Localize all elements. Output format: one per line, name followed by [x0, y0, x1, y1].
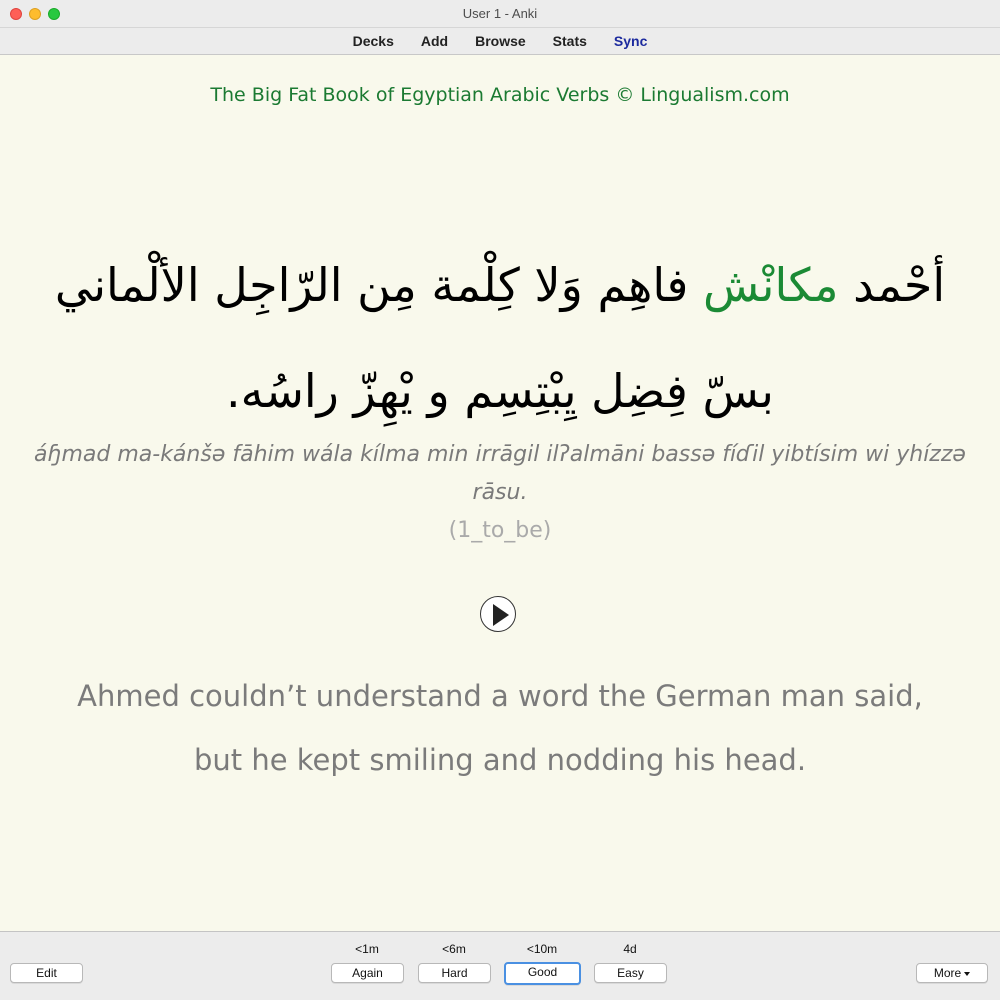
- toolbar-browse-link[interactable]: Browse: [475, 33, 526, 49]
- hard-button[interactable]: Hard: [418, 963, 491, 983]
- translation-line-2: but he kept smiling and nodding his head.: [193, 743, 807, 777]
- hard-interval: <6m: [442, 942, 466, 956]
- main-toolbar: [0, 28, 1000, 55]
- easy-button[interactable]: Easy: [594, 963, 667, 983]
- again-interval: <1m: [355, 942, 379, 956]
- chevron-down-icon: [964, 972, 970, 976]
- card-review-area: [0, 56, 1000, 931]
- window-title: User 1 - Anki: [462, 6, 538, 21]
- play-icon: [493, 604, 509, 626]
- title-bar[interactable]: [0, 0, 1000, 28]
- edit-button[interactable]: Edit: [10, 963, 83, 983]
- toolbar-stats-link[interactable]: Stats: [552, 33, 587, 49]
- transliteration: áɧmad ma-kánšə fāhim wála kílma min irrāgil ilʔalmāni bassə fíɗil yibtísim wi yhízzə rāsu.: [34, 442, 966, 505]
- more-label: More: [933, 966, 962, 980]
- card-tag: (1_to_be): [448, 518, 552, 543]
- arabic-text-end: فاهِم وَلا كِلْمة مِن الرّاجِل الألْماني بسّ فِضِل يِبْتِسِم و يْهِزّ راسُه.: [54, 258, 774, 418]
- translation-line-1: Ahmed couldn’t understand a word the German man said,: [77, 679, 923, 713]
- toolbar-decks-link[interactable]: Decks: [352, 33, 394, 49]
- easy-interval: 4d: [623, 942, 637, 956]
- good-button[interactable]: Good: [504, 962, 581, 985]
- arabic-text-start: أحْمد: [838, 258, 946, 312]
- again-button[interactable]: Again: [331, 963, 404, 983]
- deck-header: The Big Fat Book of Egyptian Arabic Verbs © Lingualism.com: [210, 84, 790, 106]
- toolbar-add-link[interactable]: Add: [420, 33, 449, 49]
- more-button[interactable]: [916, 963, 988, 983]
- play-audio-button[interactable]: [480, 596, 516, 632]
- arabic-sentence: [40, 232, 960, 444]
- english-translation: [20, 664, 980, 792]
- arabic-highlighted-word: مكانْش: [703, 258, 839, 312]
- good-interval: <10m: [526, 942, 558, 956]
- answer-bar: [0, 931, 1000, 1000]
- toolbar-sync-link[interactable]: Sync: [613, 33, 648, 49]
